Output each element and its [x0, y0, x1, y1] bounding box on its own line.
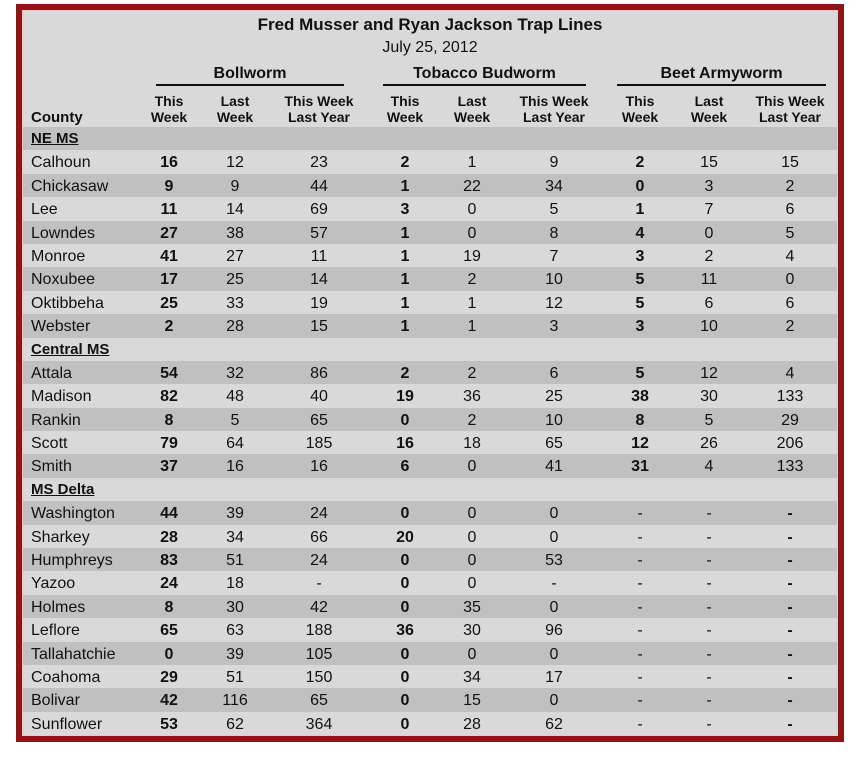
value-cell: 8	[635, 411, 645, 429]
value-cell: 3	[635, 247, 645, 265]
value-cell: 29	[160, 668, 178, 686]
value-cell: 364	[305, 715, 333, 733]
value-cell: 5	[230, 411, 240, 429]
section-label: Central MS	[31, 340, 110, 358]
value-cell: 0	[549, 505, 559, 523]
column-header: Last Week	[453, 93, 491, 125]
county-cell: Scott	[31, 435, 68, 453]
value-cell: -	[706, 622, 712, 640]
value-cell: 2	[400, 154, 410, 172]
value-cell: 9	[549, 154, 559, 172]
value-cell: 8	[164, 411, 174, 429]
county-cell: Sunflower	[31, 715, 103, 733]
value-cell: 39	[226, 505, 244, 523]
county-cell: Bolivar	[31, 692, 80, 710]
value-cell: 44	[310, 177, 328, 195]
county-cell: Holmes	[31, 598, 86, 616]
table-row	[23, 454, 837, 477]
value-cell: 10	[545, 271, 563, 289]
value-cell: 20	[396, 528, 414, 546]
value-cell: 2	[785, 177, 795, 195]
county-cell: Monroe	[31, 247, 86, 265]
section-label: NE MS	[31, 130, 79, 147]
value-cell: 44	[160, 505, 178, 523]
value-cell: -	[316, 575, 322, 593]
value-cell: -	[706, 692, 712, 710]
table-row	[23, 431, 837, 454]
value-cell: 65	[310, 692, 328, 710]
value-cell: -	[787, 575, 793, 593]
value-cell: 2	[785, 318, 795, 336]
value-cell: 3	[704, 177, 714, 195]
table-title: Fred Musser and Ryan Jackson Trap Lines	[257, 15, 603, 34]
table-row	[23, 525, 837, 548]
value-cell: 66	[310, 528, 328, 546]
value-cell: -	[637, 575, 643, 593]
value-cell: 24	[310, 552, 328, 570]
value-cell: 150	[305, 668, 333, 686]
value-cell: -	[637, 505, 643, 523]
value-cell: -	[637, 552, 643, 570]
value-cell: -	[551, 575, 557, 593]
value-cell: 5	[635, 364, 645, 382]
value-cell: -	[787, 715, 793, 733]
value-cell: 38	[226, 224, 244, 242]
table-row	[23, 150, 837, 173]
value-cell: -	[637, 598, 643, 616]
value-cell: -	[787, 622, 793, 640]
table-row	[23, 244, 837, 267]
value-cell: 12	[631, 435, 649, 453]
column-header: This Week Last Year	[284, 93, 354, 125]
value-cell: -	[637, 668, 643, 686]
value-cell: 11	[310, 247, 328, 265]
table-row	[23, 267, 837, 290]
value-cell: 2	[467, 364, 477, 382]
county-cell: Sharkey	[31, 528, 90, 546]
value-cell: 41	[545, 458, 563, 476]
value-cell: 0	[467, 201, 477, 219]
value-cell: 26	[700, 435, 718, 453]
value-cell: -	[637, 622, 643, 640]
column-header: This Week Last Year	[519, 93, 589, 125]
value-cell: 62	[226, 715, 244, 733]
value-cell: -	[706, 668, 712, 686]
section-row	[23, 338, 837, 361]
value-cell: 12	[700, 364, 718, 382]
value-cell: 1	[400, 271, 410, 289]
value-cell: 33	[226, 294, 244, 312]
value-cell: 18	[463, 435, 481, 453]
value-cell: 25	[160, 294, 178, 312]
table-panel	[22, 10, 838, 736]
value-cell: 37	[160, 458, 178, 476]
value-cell: 185	[305, 435, 333, 453]
value-cell: -	[787, 645, 793, 663]
value-cell: -	[706, 505, 712, 523]
table-frame	[16, 4, 844, 742]
value-cell: 19	[310, 294, 328, 312]
value-cell: 0	[549, 528, 559, 546]
value-cell: 30	[226, 598, 244, 616]
value-cell: 1	[635, 201, 645, 219]
county-cell: Humphreys	[31, 552, 113, 570]
value-cell: -	[637, 715, 643, 733]
value-cell: 82	[160, 388, 178, 406]
value-cell: 40	[310, 388, 328, 406]
value-cell: 3	[635, 318, 645, 336]
value-cell: 31	[631, 458, 649, 476]
value-cell: 18	[226, 575, 244, 593]
value-cell: 27	[226, 247, 244, 265]
value-cell: 133	[776, 388, 804, 406]
value-cell: 2	[164, 318, 174, 336]
value-cell: 51	[226, 668, 244, 686]
value-cell: -	[787, 598, 793, 616]
value-cell: 39	[226, 645, 244, 663]
county-cell: Coahoma	[31, 668, 101, 686]
value-cell: 4	[785, 364, 795, 382]
value-cell: 79	[160, 435, 178, 453]
value-cell: 0	[704, 224, 714, 242]
value-cell: 6	[704, 294, 714, 312]
value-cell: 16	[310, 458, 328, 476]
value-cell: 11	[700, 271, 718, 289]
value-cell: 6	[400, 458, 410, 476]
county-cell: Leflore	[31, 622, 80, 640]
value-cell: -	[787, 668, 793, 686]
value-cell: 0	[467, 224, 477, 242]
value-cell: 62	[545, 715, 563, 733]
value-cell: 188	[305, 622, 333, 640]
value-cell: 1	[400, 294, 410, 312]
county-cell: Oktibbeha	[31, 294, 104, 312]
table-row	[23, 688, 837, 711]
value-cell: 0	[400, 411, 410, 429]
value-cell: 23	[310, 154, 328, 172]
value-cell: 15	[310, 318, 328, 336]
value-cell: 7	[549, 247, 559, 265]
value-cell: 206	[776, 435, 804, 453]
value-cell: 3	[549, 318, 559, 336]
value-cell: 2	[400, 364, 410, 382]
column-header: Last Week	[690, 93, 728, 125]
value-cell: 38	[631, 388, 649, 406]
value-cell: -	[706, 528, 712, 546]
value-cell: 53	[545, 552, 563, 570]
value-cell: 14	[310, 271, 328, 289]
value-cell: 0	[400, 668, 410, 686]
value-cell: -	[706, 598, 712, 616]
value-cell: 0	[549, 598, 559, 616]
value-cell: 0	[400, 552, 410, 570]
value-cell: 11	[160, 201, 178, 219]
value-cell: 57	[310, 224, 328, 242]
value-cell: -	[706, 575, 712, 593]
value-cell: 0	[635, 177, 645, 195]
table-row	[23, 384, 837, 407]
table-date: July 25, 2012	[382, 39, 478, 56]
value-cell: -	[787, 528, 793, 546]
value-cell: 69	[310, 201, 328, 219]
value-cell: 1	[400, 224, 410, 242]
value-cell: 3	[400, 201, 410, 219]
value-cell: 19	[396, 388, 414, 406]
value-cell: 24	[310, 505, 328, 523]
value-cell: 36	[463, 388, 481, 406]
county-cell: Webster	[31, 318, 91, 336]
value-cell: 51	[226, 552, 244, 570]
value-cell: 133	[776, 458, 804, 476]
section-row	[23, 478, 837, 501]
table-row	[23, 712, 837, 735]
table-body	[23, 127, 837, 735]
value-cell: 5	[704, 411, 714, 429]
value-cell: 0	[400, 575, 410, 593]
county-cell: Noxubee	[31, 271, 96, 289]
value-cell: 12	[545, 294, 563, 312]
county-cell: Tallahatchie	[31, 645, 116, 663]
value-cell: 65	[310, 411, 328, 429]
value-cell: 65	[160, 622, 178, 640]
value-cell: 35	[463, 598, 481, 616]
value-cell: 30	[700, 388, 718, 406]
table-row	[23, 665, 837, 688]
value-cell: 86	[310, 364, 328, 382]
value-cell: 41	[160, 247, 178, 265]
table-row	[23, 501, 837, 524]
value-cell: 0	[400, 598, 410, 616]
value-cell: 9	[164, 177, 174, 195]
value-cell: 0	[549, 692, 559, 710]
county-cell: Chickasaw	[31, 177, 109, 195]
value-cell: 14	[226, 201, 244, 219]
group-beet-armyworm: Beet Armyworm	[617, 65, 826, 86]
value-cell: 0	[467, 645, 477, 663]
county-cell: Madison	[31, 388, 92, 406]
table-row	[23, 221, 837, 244]
table-row	[23, 291, 837, 314]
column-header: This Week Last Year	[755, 93, 825, 125]
value-cell: 22	[463, 177, 481, 195]
value-cell: 0	[467, 552, 477, 570]
value-cell: 5	[635, 271, 645, 289]
value-cell: 19	[463, 247, 481, 265]
value-cell: 32	[226, 364, 244, 382]
value-cell: 5	[785, 224, 795, 242]
table-row	[23, 595, 837, 618]
value-cell: 24	[160, 575, 178, 593]
value-cell: 7	[704, 201, 714, 219]
county-cell: Attala	[31, 364, 72, 382]
value-cell: 4	[635, 224, 645, 242]
value-cell: 25	[545, 388, 563, 406]
value-cell: 54	[160, 364, 178, 382]
value-cell: 16	[396, 435, 414, 453]
value-cell: 6	[785, 201, 795, 219]
value-cell: 34	[226, 528, 244, 546]
value-cell: 65	[545, 435, 563, 453]
column-header: This Week	[621, 93, 659, 125]
section-label: MS Delta	[31, 480, 95, 498]
value-cell: 16	[160, 154, 178, 172]
column-header: This Week	[150, 93, 188, 125]
value-cell: 0	[467, 528, 477, 546]
value-cell: -	[637, 692, 643, 710]
table-row	[23, 361, 837, 384]
value-cell: 1	[467, 154, 477, 172]
county-cell: Lowndes	[31, 224, 96, 242]
value-cell: 4	[785, 247, 795, 265]
value-cell: 29	[781, 411, 799, 429]
value-cell: 1	[400, 247, 410, 265]
group-bollworm: Bollworm	[156, 65, 344, 86]
value-cell: -	[706, 552, 712, 570]
value-cell: 15	[700, 154, 718, 172]
table-row	[23, 642, 837, 665]
value-cell: 9	[230, 177, 240, 195]
value-cell: 8	[549, 224, 559, 242]
value-cell: 28	[160, 528, 178, 546]
value-cell: 8	[164, 598, 174, 616]
table-row	[23, 197, 837, 220]
county-cell: Washington	[31, 505, 115, 523]
section-row	[23, 127, 837, 150]
value-cell: 10	[700, 318, 718, 336]
value-cell: -	[637, 645, 643, 663]
group-tobacco-budworm: Tobacco Budworm	[383, 65, 586, 86]
table-row	[23, 571, 837, 594]
value-cell: 0	[400, 505, 410, 523]
value-cell: 0	[400, 645, 410, 663]
county-cell: Calhoun	[31, 154, 91, 172]
value-cell: 2	[467, 411, 477, 429]
value-cell: 0	[400, 715, 410, 733]
value-cell: 17	[160, 271, 178, 289]
value-cell: 1	[400, 318, 410, 336]
value-cell: 36	[396, 622, 414, 640]
value-cell: 2	[635, 154, 645, 172]
value-cell: 42	[310, 598, 328, 616]
value-cell: 27	[160, 224, 178, 242]
value-cell: 15	[781, 154, 799, 172]
value-cell: -	[637, 528, 643, 546]
value-cell: 63	[226, 622, 244, 640]
column-header: Last Week	[216, 93, 254, 125]
value-cell: 0	[400, 692, 410, 710]
county-header: County	[31, 109, 83, 126]
value-cell: 2	[467, 271, 477, 289]
value-cell: 28	[226, 318, 244, 336]
value-cell: 4	[704, 458, 714, 476]
county-cell: Yazoo	[31, 575, 76, 593]
table-row	[23, 174, 837, 197]
value-cell: 105	[305, 645, 333, 663]
table-row	[23, 314, 837, 337]
value-cell: 53	[160, 715, 178, 733]
value-cell: 34	[463, 668, 481, 686]
value-cell: 30	[463, 622, 481, 640]
table-row	[23, 618, 837, 641]
value-cell: 48	[226, 388, 244, 406]
county-cell: Lee	[31, 201, 58, 219]
value-cell: 12	[226, 154, 244, 172]
table-row	[23, 548, 837, 571]
value-cell: -	[787, 692, 793, 710]
value-cell: 0	[467, 575, 477, 593]
county-cell: Rankin	[31, 411, 81, 429]
value-cell: 5	[635, 294, 645, 312]
column-header: This Week	[386, 93, 424, 125]
value-cell: -	[706, 715, 712, 733]
value-cell: 83	[160, 552, 178, 570]
table-row	[23, 408, 837, 431]
value-cell: -	[706, 645, 712, 663]
value-cell: 10	[545, 411, 563, 429]
value-cell: 0	[549, 645, 559, 663]
value-cell: -	[787, 552, 793, 570]
value-cell: -	[787, 505, 793, 523]
value-cell: 1	[400, 177, 410, 195]
county-cell: Smith	[31, 458, 72, 476]
value-cell: 0	[785, 271, 795, 289]
value-cell: 0	[164, 645, 174, 663]
value-cell: 64	[226, 435, 244, 453]
value-cell: 25	[226, 271, 244, 289]
value-cell: 28	[463, 715, 481, 733]
value-cell: 0	[467, 458, 477, 476]
value-cell: 96	[545, 622, 563, 640]
value-cell: 6	[785, 294, 795, 312]
value-cell: 16	[226, 458, 244, 476]
value-cell: 17	[545, 668, 563, 686]
value-cell: 34	[545, 177, 563, 195]
value-cell: 2	[704, 247, 714, 265]
value-cell: 5	[549, 201, 559, 219]
value-cell: 15	[463, 692, 481, 710]
value-cell: 0	[467, 505, 477, 523]
value-cell: 116	[222, 692, 248, 710]
value-cell: 1	[467, 318, 477, 336]
value-cell: 42	[160, 692, 178, 710]
value-cell: 6	[549, 364, 559, 382]
value-cell: 1	[467, 294, 477, 312]
